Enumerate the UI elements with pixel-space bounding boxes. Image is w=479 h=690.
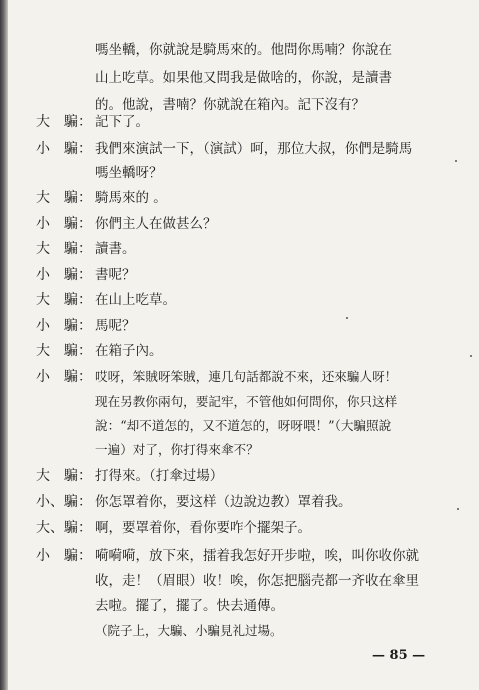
speaker-label: 小、騙： — [36, 494, 92, 510]
speaker-label: 小 騙： — [36, 318, 92, 334]
speaker-label: 大 騙： — [36, 343, 92, 359]
dialogue-line: 馬呢？ — [95, 318, 136, 334]
speaker-label: 小 騙： — [36, 216, 92, 232]
speaker-label: 小 騙： — [36, 369, 92, 385]
speaker-label: 大 騙： — [36, 241, 92, 257]
speaker-label: 小 騙： — [36, 548, 92, 564]
dialogue-line: 在箱子內。 — [95, 343, 163, 359]
speaker-label: 大 騙： — [36, 292, 92, 308]
dialogue-line: 的。他說，書喃？你就說在箱內。記下沒有？ — [95, 97, 365, 113]
speaker-label: 小 騙： — [36, 141, 92, 157]
page-number: — 85 — — [372, 648, 426, 663]
dialogue-line: 啊，要罩着你，看你要咋个擺架子。 — [95, 520, 311, 536]
dialogue-line: 書呢？ — [95, 267, 136, 283]
dialogue-line: 我們來演試一下，（演試）呵，那位大叔，你們是騎馬 — [95, 141, 413, 157]
paper-speck — [455, 160, 457, 162]
speaker-label: 小 騙： — [36, 267, 92, 283]
paper-speck — [346, 317, 348, 319]
paper-speck — [470, 355, 472, 357]
dialogue-line: 嗎坐轎，你就說是騎馬來的。他問你馬喃？你說在 — [95, 42, 392, 58]
dialogue-line: 嗬嗬嗬，放下來，擂着我怎好开步啦，唉，叫你收你就 — [95, 548, 419, 564]
speaker-label: 大 騙： — [36, 190, 92, 206]
stage-direction: （院子上，大騙、小騙見礼过場。 — [95, 623, 283, 638]
dialogue-line: 騎馬來的 。 — [95, 190, 167, 206]
dialogue-line: 一遍）对了，你打得來傘不？ — [95, 442, 259, 457]
dialogue-line: 打得來。（打傘过場） — [95, 468, 224, 484]
speaker-label: 大 騙： — [36, 468, 92, 484]
dialogue-line: 你們主人在做甚么？ — [95, 216, 217, 232]
dialogue-line: 說：“却不道怎的，又不道怎的，呀呀喂！”（大騙照說 — [95, 418, 392, 433]
speaker-label: 大、騙： — [36, 520, 92, 536]
dialogue-line: 收，走！（眉眼）收！唉，你怎把腦壳都一齐收在傘里 — [95, 573, 419, 589]
dialogue-line: 在山上吃草。 — [95, 292, 176, 308]
dialogue-line: 嗎坐轎呀？ — [95, 165, 163, 181]
dialogue-line: 现在另教你兩句，要記牢，不管他如何問你，你只这样 — [95, 394, 398, 409]
dialogue-line: 去啦。擺了，擺了。快去通傳。 — [95, 598, 284, 614]
speaker-label: 大 騙： — [36, 114, 92, 130]
paper-speck — [457, 508, 459, 510]
dialogue-line: 你怎罩着你，要这样（边說边教）罩着我。 — [95, 494, 352, 510]
book-binding-edge — [0, 0, 8, 690]
dialogue-line: 哎呀，笨賊呀笨賊，連几句話都說不來，还來騙人呀！ — [95, 369, 398, 384]
dialogue-line: 讀書。 — [95, 241, 136, 257]
dialogue-line: 記下了。 — [95, 114, 149, 130]
dialogue-line: 山上吃草。如果他又問我是做啥的，你說，是讀書 — [95, 70, 392, 86]
